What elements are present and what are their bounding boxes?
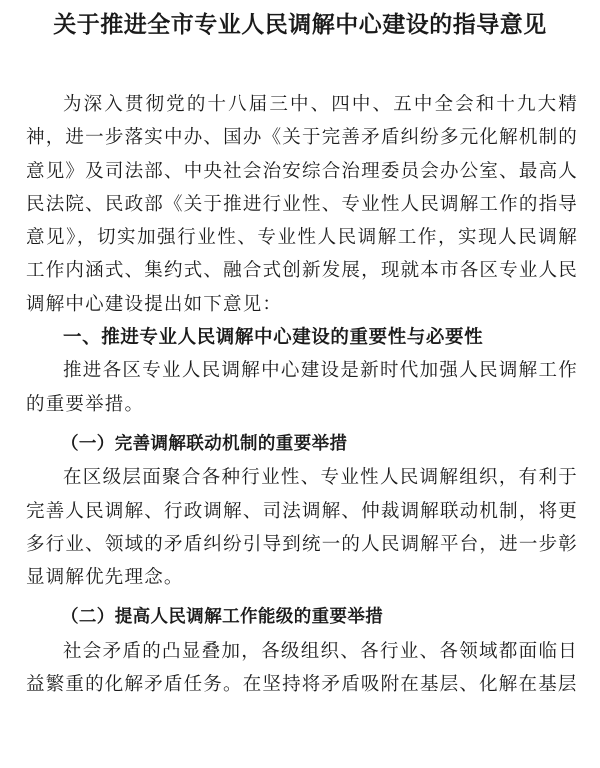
subsection-heading: （一）完善调解联动机制的重要举措 [61, 433, 348, 454]
subsection-heading: （二）提高人民调解工作能级的重要举措 [61, 607, 384, 628]
intro-paragraph: 为深入贯彻党的十八届三中、四中、五中全会和十九大精神，进一步落实中办、国办《关于完善矛盾纠纷多元化解机制的意见》及司法部、中央社会治安综合治理委员会办公室、最高人民法院、民政部《关于推进行业性、专业性人民调解工作的指导意见》，切实加强行业性、专业性人民调解工作，实现人民调解工作内涵式、集约式、融合式创新发展，现就本市各区专业人民调解中心建设提出如下意见： [26, 94, 578, 315]
document-title: 关于推进全市专业人民调解中心建设的指导意见 [53, 12, 547, 38]
section-heading: 一、推进专业人民调解中心建设的重要性与必要性 [63, 327, 484, 349]
subsection-paragraph: 在区级层面聚合各种行业性、专业性人民调解组织，有利于完善人民调解、行政调解、司法调解、仲裁调解联动机制，将更多行业、领域的矛盾纠纷引导到统一的人民调解平台，进一步彰显调解优先理念。 [26, 467, 578, 589]
document-body [26, 88, 578, 701]
section-paragraph: 推进各区专业人民调解中心建设是新时代加强人民调解工作的重要举措。 [26, 360, 578, 415]
subsection-paragraph: 社会矛盾的凸显叠加，各级组织、各行业、各领域都面临日益繁重的化解矛盾任务。在坚持将矛盾吸附在基层、化解在基层 [26, 640, 578, 696]
